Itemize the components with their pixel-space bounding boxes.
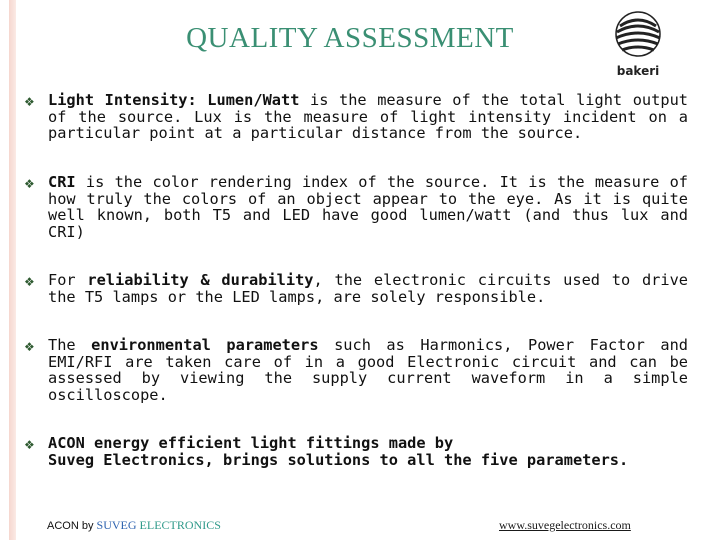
- bullet-text: [48, 435, 688, 468]
- bullet-prefix: The: [48, 336, 92, 354]
- bakeri-logo-icon: [606, 6, 670, 64]
- footer-suveg: SUVEG: [96, 518, 137, 532]
- bullet-body: is the color rendering index of the source. It is the measure of how truly the colors of an object appear to the eye. As it is quite well known, both T5 and LED have good lumen/watt (and thus lux and CRI): [48, 173, 688, 241]
- bullet-body: such as Harmonics, Power Factor and EMI/RFI are taken care of in a good Electronic circuit and can be assessed by viewing the supply current waveform in a simple oscilloscope.: [48, 336, 689, 404]
- slide-title: QUALITY ASSESSMENT: [186, 22, 514, 54]
- diamond-bullet-icon: ❖: [24, 340, 35, 354]
- footer-acon: ACON: [47, 520, 79, 532]
- diamond-bullet-icon: ❖: [24, 438, 35, 452]
- bullet-bold: environmental parameters: [91, 336, 319, 354]
- bullet-text: [48, 174, 688, 240]
- bullet-bold: CRI: [48, 173, 76, 191]
- bullet-body: is the measure of the total light output of the source. Lux is the measure of light intensity incident on a particular point at a particular distance from the source.: [48, 91, 688, 143]
- bullet-bold: Light Intensity: Lumen/Watt: [48, 91, 300, 109]
- diamond-bullet-icon: ❖: [24, 95, 35, 109]
- bullet-text: [48, 337, 688, 403]
- footer-electronics: ELECTRONICS: [136, 518, 221, 532]
- logo-wordmark: bakeri: [616, 64, 660, 78]
- left-accent-bar: [9, 0, 16, 540]
- bullet-text: [48, 92, 688, 142]
- bullet-bold-line2: Suveg Electronics, brings solutions to all the five parameters.: [48, 450, 629, 469]
- diamond-bullet-icon: ❖: [24, 177, 35, 191]
- bullet-text: [48, 272, 688, 305]
- diamond-bullet-icon: ❖: [24, 275, 35, 289]
- footer-website-link[interactable]: www.suvegelectronics.com: [499, 518, 631, 532]
- bakeri-logo: [606, 6, 670, 82]
- bullet-prefix: For: [48, 271, 88, 289]
- footer-by: by: [78, 520, 97, 532]
- bullet-body: , the electronic circuits used to drive the T5 lamps or the LED lamps, are solely responsible.: [48, 271, 689, 306]
- bullet-bold-line1: ACON energy efficient light fittings made by: [48, 434, 454, 452]
- bullet-bold: reliability & durability: [87, 271, 314, 289]
- footer-brand: [47, 518, 221, 533]
